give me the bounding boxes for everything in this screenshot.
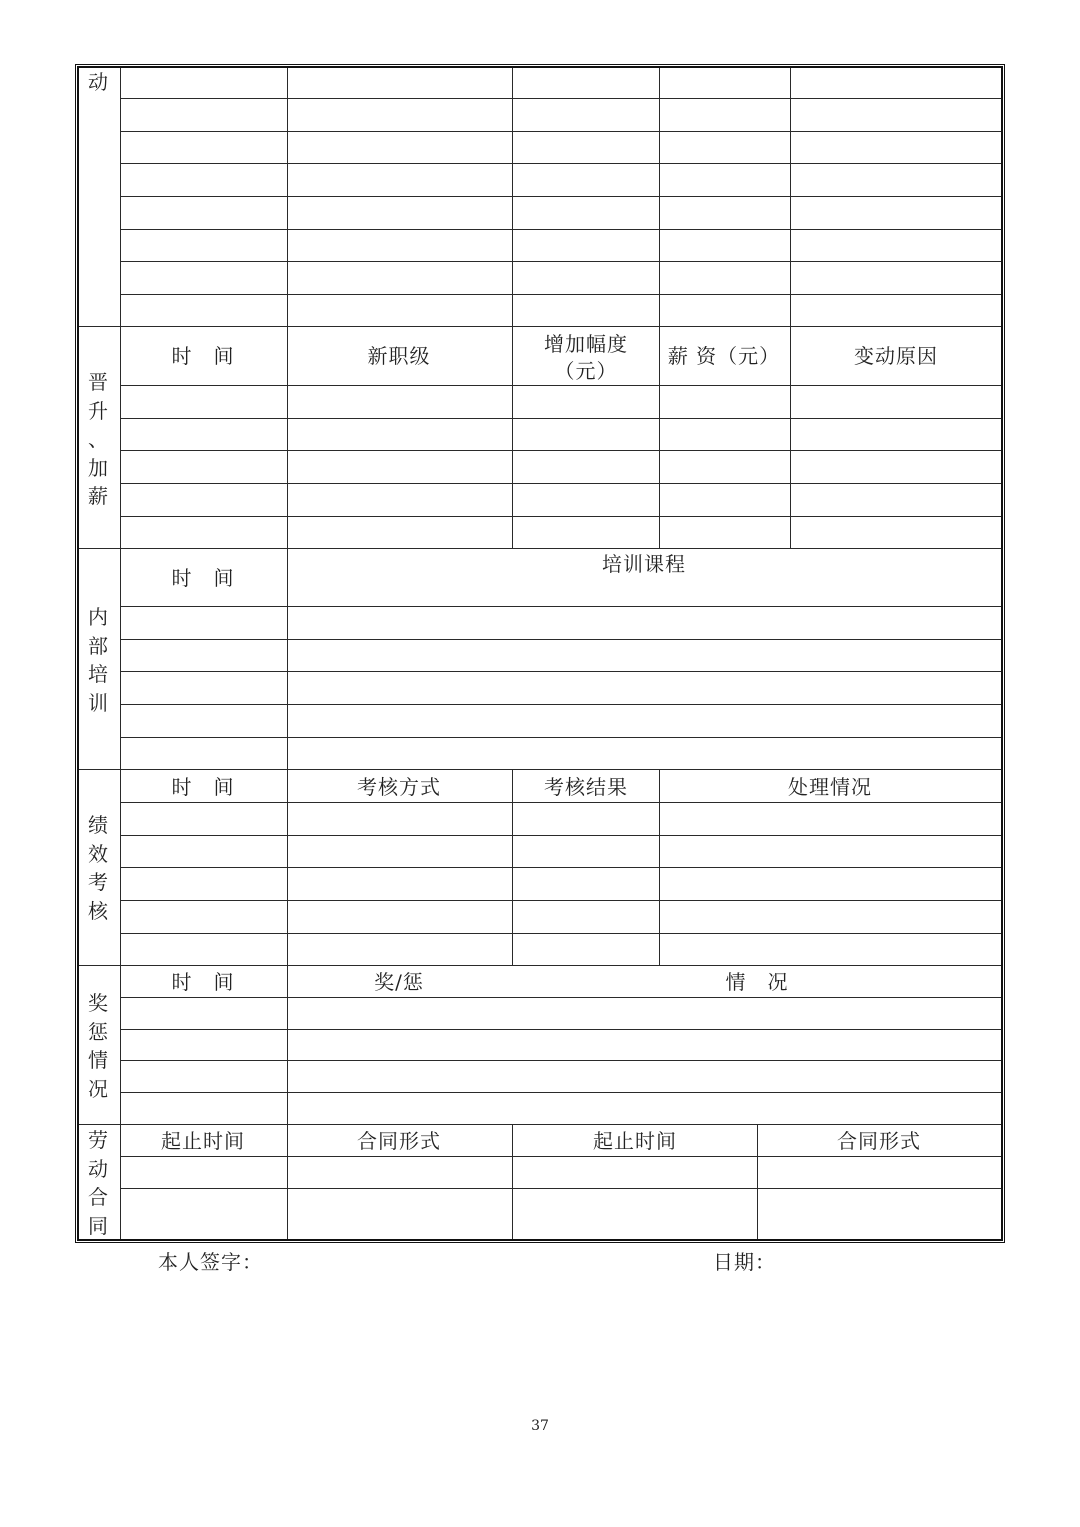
performance-header-method: 考核方式: [357, 775, 441, 799]
contract-header-period-2: 起止时间: [593, 1129, 677, 1153]
promotion-header-increase: 增加幅度 （元）: [544, 332, 628, 383]
employee-record-form: [77, 66, 1003, 1241]
section-label-training: 内 部 培 训: [88, 605, 108, 715]
training-header-time: 时 间: [171, 566, 235, 590]
rewards-header-details: 情 况: [725, 970, 789, 994]
performance-header-result: 考核结果: [544, 775, 628, 799]
performance-header-handling: 处理情况: [788, 775, 872, 799]
section-label-rewards: 奖 惩 情 况: [88, 991, 108, 1101]
section-label-transfer: 动: [88, 70, 108, 94]
section-label-contract: 劳 动 合 同: [88, 1128, 108, 1238]
promotion-header-reason: 变动原因: [854, 344, 938, 368]
contract-header-period-1: 起止时间: [161, 1129, 245, 1153]
page-number: 37: [531, 1418, 549, 1434]
training-header-course: 培训课程: [602, 552, 686, 576]
section-label-performance: 绩 效 考 核: [88, 813, 108, 923]
contract-header-type-1: 合同形式: [357, 1129, 441, 1153]
rewards-header-type: 奖/惩: [374, 970, 424, 994]
signature-label: 本人签字：: [158, 1250, 263, 1274]
rewards-header-time: 时 间: [171, 970, 235, 994]
promotion-header-salary: 薪 资（元）: [667, 344, 781, 368]
promotion-header-time: 时 间: [171, 344, 235, 368]
section-label-promotion: 晋 升 、 加 薪: [88, 370, 108, 508]
contract-header-type-2: 合同形式: [837, 1129, 921, 1153]
promotion-header-new-grade: 新职级: [367, 344, 431, 368]
performance-header-time: 时 间: [171, 775, 235, 799]
date-label: 日期：: [713, 1250, 776, 1274]
